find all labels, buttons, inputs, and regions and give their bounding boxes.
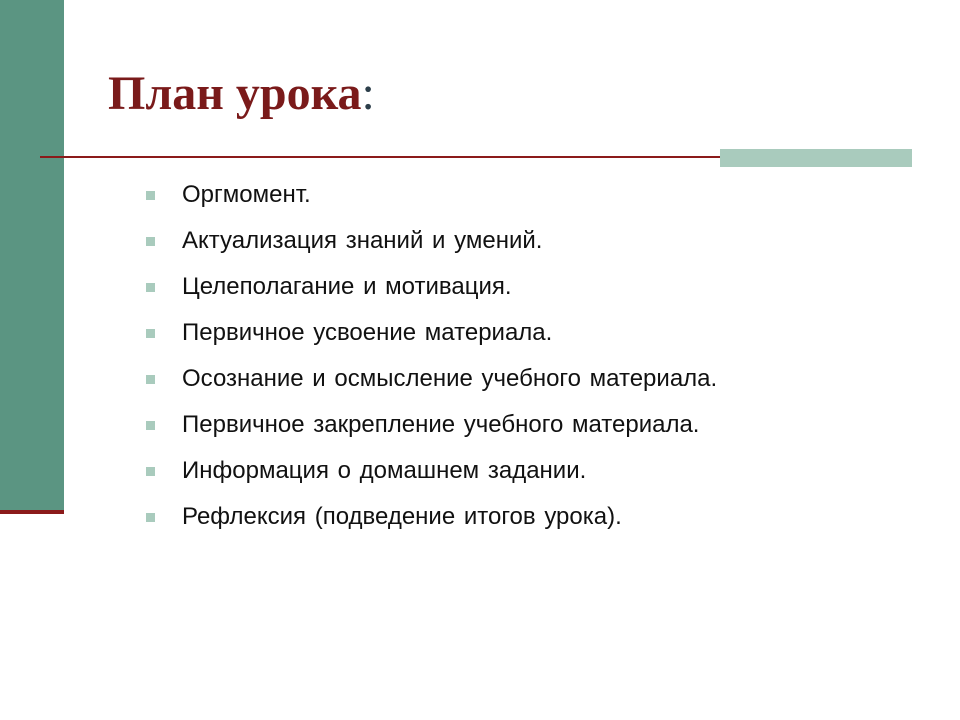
square-bullet-icon	[146, 421, 155, 430]
list-item-text: Первичное усвоение материала.	[182, 319, 553, 346]
list-item-text: Оргмомент.	[182, 181, 311, 208]
list-item	[146, 448, 717, 494]
list-item-text: Осознание и осмысление учебного материала.	[182, 365, 718, 392]
left-decorative-bar	[0, 0, 64, 512]
square-bullet-icon	[146, 513, 155, 522]
left-bar-accent-line	[0, 510, 64, 514]
list-item-text: Целеполагание и мотивация.	[182, 273, 512, 300]
square-bullet-icon	[146, 283, 155, 292]
lesson-plan-list	[146, 172, 717, 540]
list-item	[146, 172, 717, 218]
list-item-text: Первичное закрепление учебного материала.	[182, 411, 700, 438]
square-bullet-icon	[146, 191, 155, 200]
title-underline-accent	[720, 149, 912, 167]
list-item-text: Актуализация знаний и умений.	[182, 227, 543, 254]
list-item	[146, 218, 717, 264]
list-item-text: Рефлексия (подведение итогов урока).	[182, 503, 622, 530]
square-bullet-icon	[146, 467, 155, 476]
square-bullet-icon	[146, 329, 155, 338]
list-item	[146, 402, 717, 448]
slide-title-text: План урока	[108, 67, 362, 120]
slide-title	[108, 64, 375, 124]
list-item	[146, 310, 717, 356]
list-item	[146, 494, 717, 540]
slide-title-colon: :	[361, 67, 375, 120]
square-bullet-icon	[146, 375, 155, 384]
square-bullet-icon	[146, 237, 155, 246]
list-item	[146, 356, 717, 402]
list-item-text: Информация о домашнем задании.	[182, 457, 587, 484]
list-item	[146, 264, 717, 310]
